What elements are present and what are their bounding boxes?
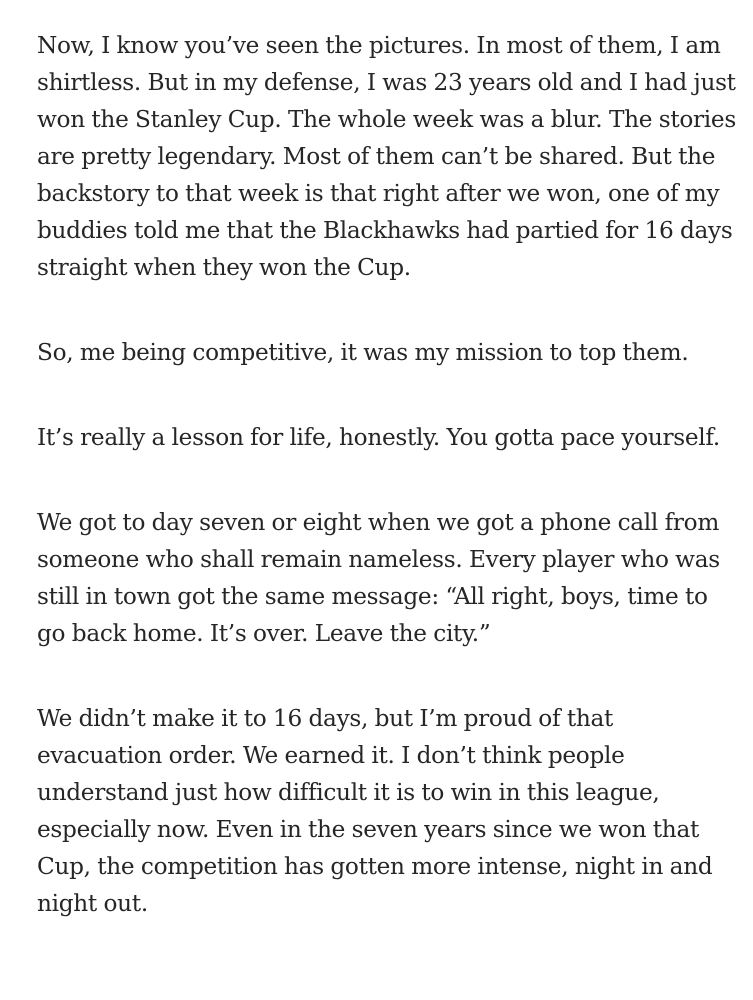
- paragraph-evacuation: We didn’t make it to 16 days, but I’m proud of that evacuation order. We earned it. I don’t think people understand just how difficult it is to win in this league, especially now. Even in the seven years since we won that Cup, the competition has gotten more intense, night in and night out.: [37, 705, 713, 917]
- article-body: [37, 27, 737, 922]
- paragraph-phone-call: We got to day seven or eight when we got a phone call from someone who shall remain nameless. Every player who was still in town got the same message: “All right, boys, time to go back home. It’s over. Leave the city.”: [37, 509, 720, 647]
- paragraph-mission: So, me being competitive, it was my mission to top them.: [37, 339, 689, 366]
- paragraph-pictures: Now, I know you’ve seen the pictures. In most of them, I am shirtless. But in my defense, I was 23 years old and I had just won the Stanley Cup. The whole week was a blur. The stories are pretty legendary. Most of them can’t be shared. But the backstory to that week is that right after we won, one of my buddies told me that the Blackhawks had partied for 16 days straight when they won the Cup.: [37, 32, 736, 281]
- paragraph-lesson: It’s really a lesson for life, honestly. You gotta pace yourself.: [37, 424, 720, 451]
